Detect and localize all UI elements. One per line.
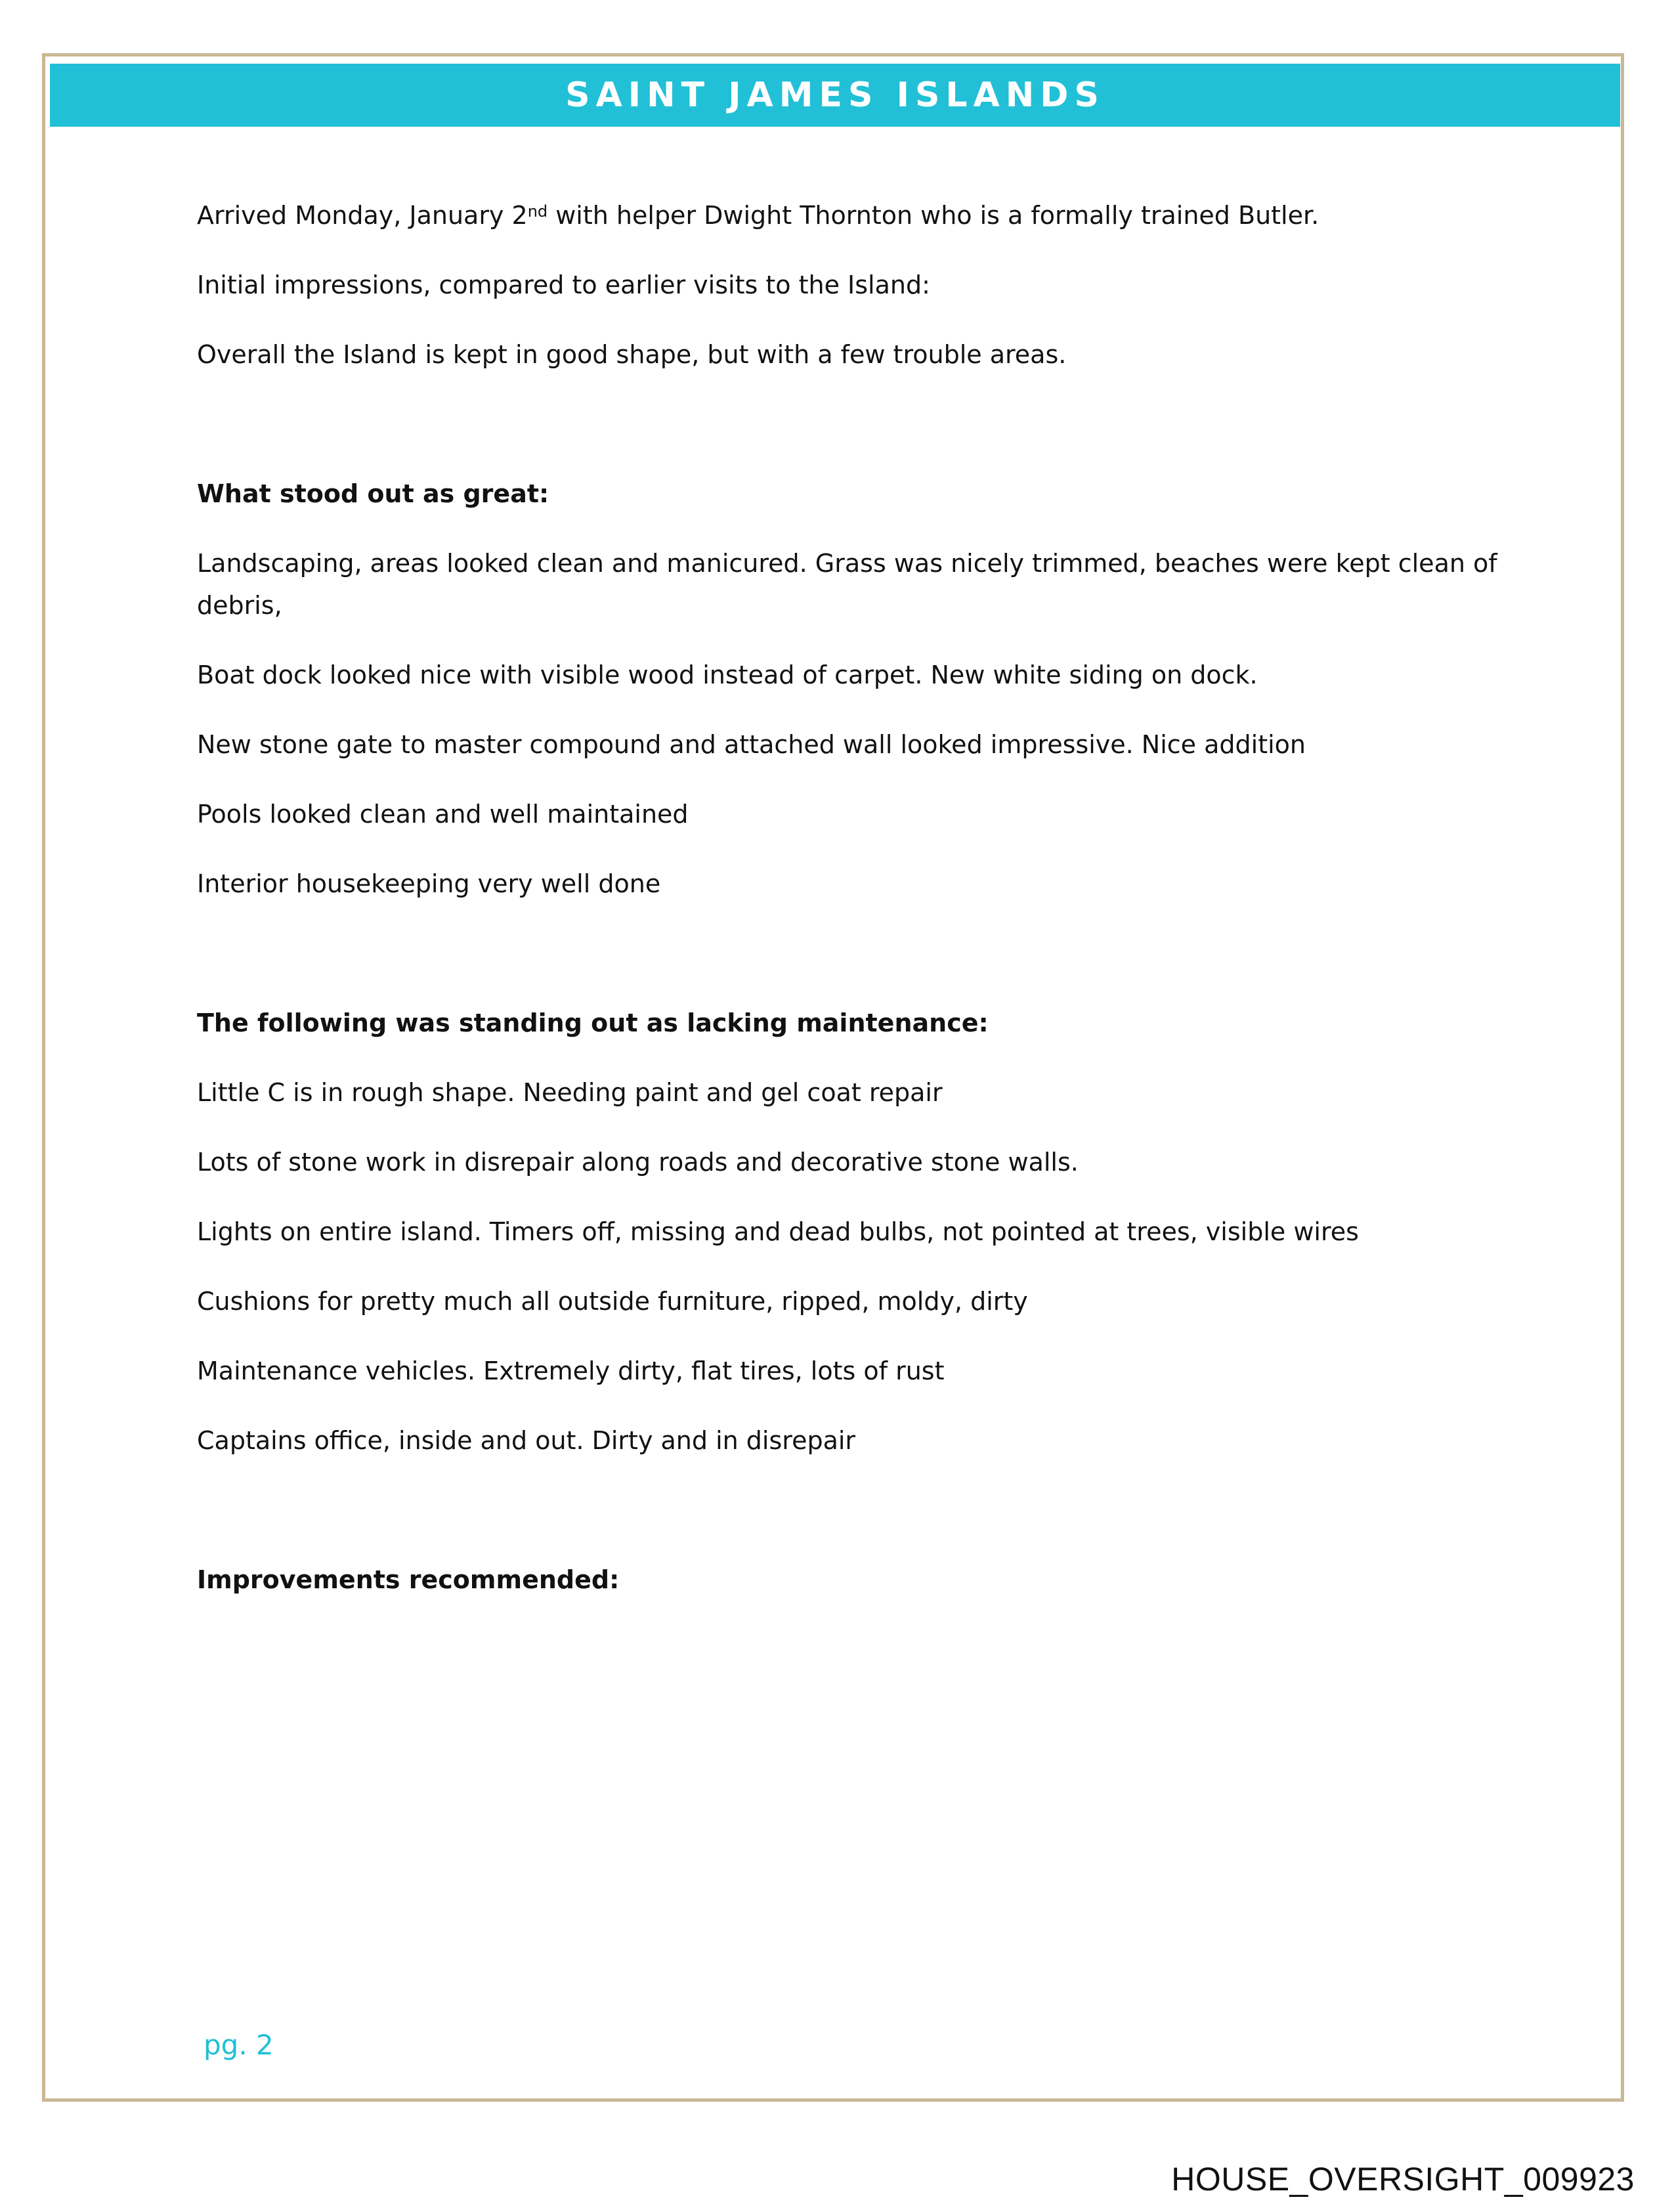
lacking-item: Lights on entire island. Timers off, missing and dead bulbs, not pointed at trees, visible wires bbox=[197, 1217, 1359, 1246]
improvements-heading: Improvements recommended: bbox=[197, 1565, 620, 1594]
lacking-item: Lots of stone work in disrepair along roads and decorative stone walls. bbox=[197, 1148, 1079, 1177]
bates-number: HOUSE_OVERSIGHT_009923 bbox=[1171, 2161, 1635, 2198]
great-item: Pools looked clean and well maintained bbox=[197, 800, 689, 829]
arrival-text-rest: with helper Dwight Thornton who is a formally trained Butler. bbox=[547, 201, 1320, 230]
great-item: New stone gate to master compound and attached wall looked impressive. Nice addition bbox=[197, 730, 1306, 759]
arrival-line bbox=[197, 194, 1319, 236]
great-item: Boat dock looked nice with visible wood instead of carpet. New white siding on dock. bbox=[197, 661, 1258, 689]
page-number: pg. 2 bbox=[204, 2029, 274, 2061]
impressions-line: Initial impressions, compared to earlier visits to the Island: bbox=[197, 271, 930, 299]
lacking-item: Maintenance vehicles. Extremely dirty, flat tires, lots of rust bbox=[197, 1356, 945, 1385]
great-item: Landscaping, areas looked clean and manicured. Grass was nicely trimmed, beaches were kept clean of debris, bbox=[197, 549, 1497, 620]
overall-line: Overall the Island is kept in good shape, but with a few trouble areas. bbox=[197, 340, 1067, 369]
great-item: Interior housekeeping very well done bbox=[197, 869, 661, 898]
lacking-item: Cushions for pretty much all outside furniture, ripped, moldy, dirty bbox=[197, 1287, 1028, 1316]
great-heading: What stood out as great: bbox=[197, 479, 549, 508]
lacking-item: Captains office, inside and out. Dirty and in disrepair bbox=[197, 1426, 856, 1455]
arrival-superscript: nd bbox=[527, 202, 548, 221]
document-title: SAINT JAMES ISLANDS bbox=[565, 76, 1105, 115]
arrival-text: Arrived Monday, January 2 bbox=[197, 201, 528, 230]
lacking-item: Little C is in rough shape. Needing paint and gel coat repair bbox=[197, 1078, 943, 1107]
lacking-heading: The following was standing out as lacking maintenance: bbox=[197, 1008, 989, 1037]
header-banner bbox=[50, 64, 1620, 127]
